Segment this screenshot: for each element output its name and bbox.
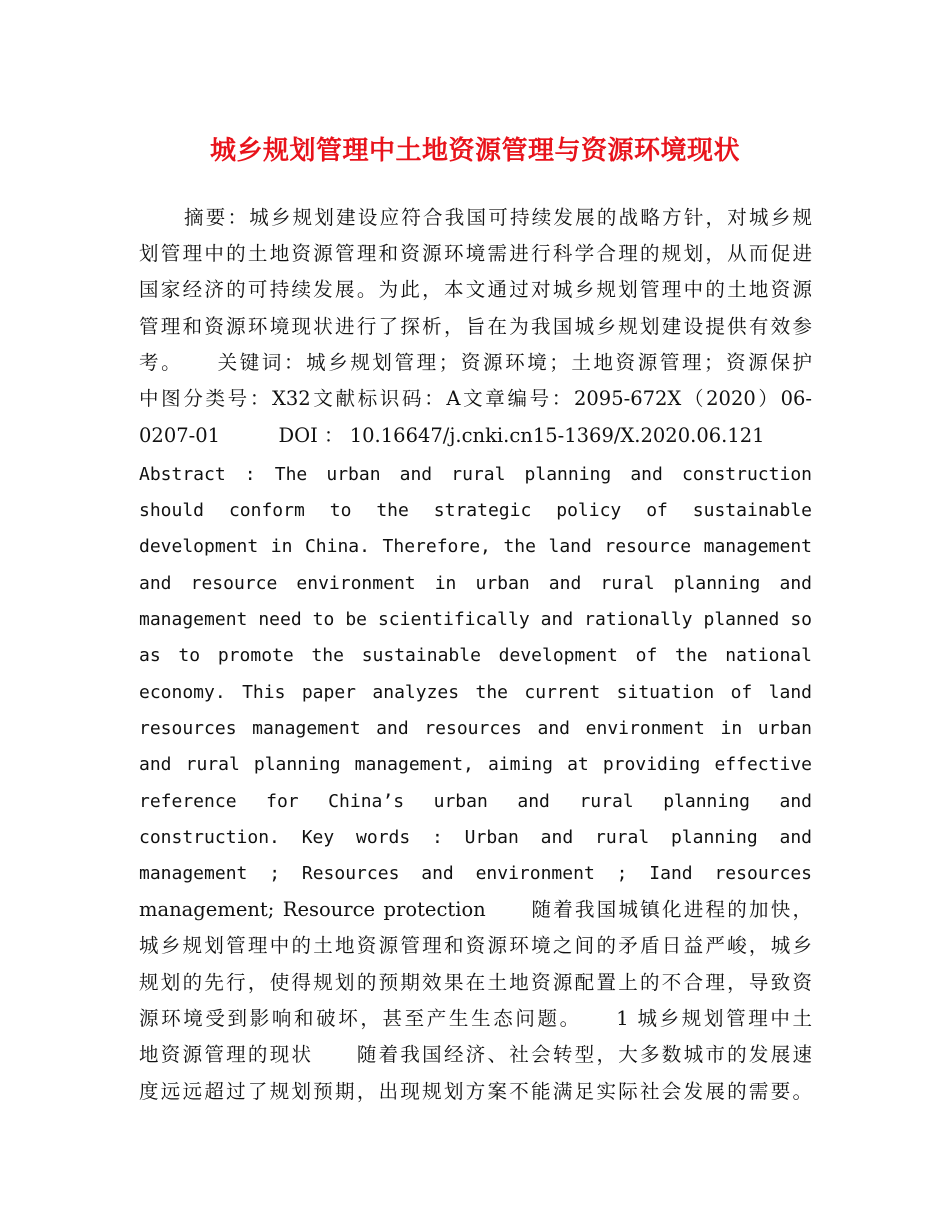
body-line: reference for China’s urban and rural planning and <box>139 791 812 812</box>
body-line: 中图分类号：X32文献标识码：A文章编号：2095-672X（2020）06- <box>139 387 812 410</box>
body-line: 地资源管理的现状 随着我国经济、社会转型，大多数城市的发展速 <box>139 1043 812 1066</box>
body-line: and rural planning management, aiming at providing effective <box>139 754 812 775</box>
body-line: management ; Resources and environment ; Iand resources <box>139 863 812 884</box>
body-line: Abstract : The urban and rural planning and construction <box>139 464 812 485</box>
body-line: management; Resource protection 随着我国城镇化进程的加快， <box>139 898 812 921</box>
body-line: 0207-01 DOI ： 10.16647/j.cnki.cn15-1369/X.2020.06.121 <box>139 424 765 447</box>
body-line: 划管理中的土地资源管理和资源环境需进行科学合理的规划，从而促进 <box>139 242 812 265</box>
body-line: 管理和资源环境现状进行了探析，旨在为我国城乡规划建设提供有效参 <box>139 315 812 338</box>
body-line: 摘要：城乡规划建设应符合我国可持续发展的战略方针，对城乡规 <box>184 206 812 229</box>
body-line: 考。 关键词：城乡规划管理；资源环境；土地资源管理；资源保护 <box>139 351 812 374</box>
body-line: as to promote the sustainable development of the national <box>139 645 812 666</box>
body-line: 度远远超过了规划预期，出现规划方案不能满足实际社会发展的需要。 <box>139 1080 812 1103</box>
document-title: 城乡规划管理中土地资源管理与资源环境现状 <box>209 136 740 166</box>
body-line: 规划的先行，使得规划的预期效果在土地资源配置上的不合理，导致资 <box>139 971 812 994</box>
body-line: economy. This paper analyzes the current situation of land <box>139 682 812 703</box>
body-line: 城乡规划管理中的土地资源管理和资源环境之间的矛盾日益严峻，城乡 <box>139 934 812 957</box>
body-line: management need to be scientifically and rationally planned so <box>139 609 812 630</box>
body-line: and resource environment in urban and rural planning and <box>139 573 812 594</box>
body-line: resources management and resources and environment in urban <box>139 718 812 739</box>
body-line: development in China. Therefore, the land resource management <box>139 536 812 557</box>
body-line: 源环境受到影响和破坏，甚至产生生态问题。 1 城乡规划管理中土 <box>139 1007 812 1030</box>
body-line: construction. Key words : Urban and rural planning and <box>139 827 812 848</box>
body-line: 国家经济的可持续发展。为此，本文通过对城乡规划管理中的土地资源 <box>139 278 812 301</box>
body-line: should conform to the strategic policy of sustainable <box>139 500 812 521</box>
